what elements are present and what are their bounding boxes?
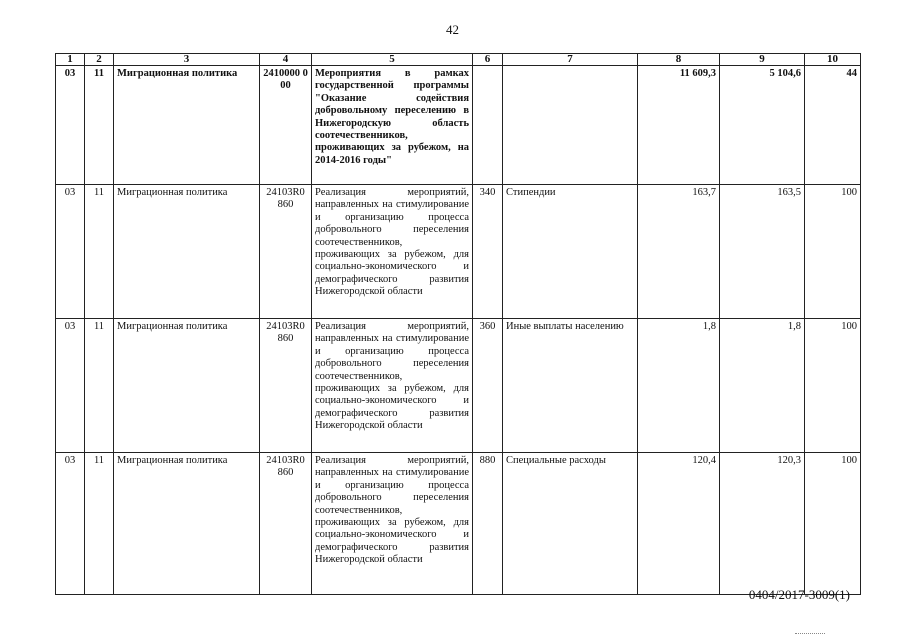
subsection-code: 11: [85, 453, 114, 595]
expense-type-name: Стипендии: [503, 185, 638, 319]
percent-executed: 44: [805, 66, 861, 185]
column-header: 4: [260, 54, 312, 66]
article-name: Реализация мероприятий, направленных на стимулирование и организацию процесса добровольного переселения соотечественников, проживающих за рубежом, для социально-экономического и демографического развития Нижегородской области: [312, 453, 473, 595]
section-name: Миграционная политика: [114, 185, 260, 319]
table-row: [56, 66, 861, 185]
article-name: Реализация мероприятий, направленных на стимулирование и организацию процесса добровольного переселения соотечественников, проживающих за рубежом, для социально-экономического и демографического развития Нижегородской области: [312, 319, 473, 453]
target-article-code: 24103R0 860: [260, 453, 312, 595]
percent-executed: 100: [805, 453, 861, 595]
actual-amount: 163,5: [720, 185, 805, 319]
target-article-code: 2410000 000: [260, 66, 312, 185]
column-header: 2: [85, 54, 114, 66]
column-header: 1: [56, 54, 85, 66]
section-code: 03: [56, 453, 85, 595]
article-name: Реализация мероприятий, направленных на стимулирование и организацию процесса добровольного переселения соотечественников, проживающих за рубежом, для социально-экономического и демографического развития Нижегородской области: [312, 185, 473, 319]
header-row: [56, 54, 861, 66]
column-header: 6: [473, 54, 503, 66]
expense-type-name: Специальные расходы: [503, 453, 638, 595]
expense-type-name: Иные выплаты населению: [503, 319, 638, 453]
section-name: Миграционная политика: [114, 453, 260, 595]
column-header: 8: [638, 54, 720, 66]
planned-amount: 1,8: [638, 319, 720, 453]
expense-type-code: 340: [473, 185, 503, 319]
actual-amount: 5 104,6: [720, 66, 805, 185]
section-code: 03: [56, 319, 85, 453]
article-name: Мероприятия в рамках государственной программы "Оказание содействия добровольному переселению в Нижегородскую область соотечественников, проживающих за рубежом, на 2014-2016 годы": [312, 66, 473, 185]
column-header: 3: [114, 54, 260, 66]
subsection-code: 11: [85, 185, 114, 319]
column-header: 9: [720, 54, 805, 66]
planned-amount: 11 609,3: [638, 66, 720, 185]
section-code: 03: [56, 66, 85, 185]
section-name: Миграционная политика: [114, 66, 260, 185]
expense-type-name: [503, 66, 638, 185]
expense-type-code: 360: [473, 319, 503, 453]
actual-amount: 120,3: [720, 453, 805, 595]
table-row: [56, 453, 861, 595]
scan-mark: [795, 633, 825, 635]
planned-amount: 163,7: [638, 185, 720, 319]
planned-amount: 120,4: [638, 453, 720, 595]
percent-executed: 100: [805, 185, 861, 319]
section-name: Миграционная политика: [114, 319, 260, 453]
expense-type-code: 880: [473, 453, 503, 595]
table-row: [56, 319, 861, 453]
column-header: 5: [312, 54, 473, 66]
target-article-code: 24103R0 860: [260, 185, 312, 319]
page-number: 42: [446, 22, 459, 37]
budget-table: [55, 53, 861, 595]
subsection-code: 11: [85, 319, 114, 453]
subsection-code: 11: [85, 66, 114, 185]
document-code: 0404/2017-3009(1): [748, 587, 850, 602]
table-row: [56, 185, 861, 319]
actual-amount: 1,8: [720, 319, 805, 453]
column-header: 10: [805, 54, 861, 66]
target-article-code: 24103R0 860: [260, 319, 312, 453]
percent-executed: 100: [805, 319, 861, 453]
expense-type-code: [473, 66, 503, 185]
column-header: 7: [503, 54, 638, 66]
section-code: 03: [56, 185, 85, 319]
